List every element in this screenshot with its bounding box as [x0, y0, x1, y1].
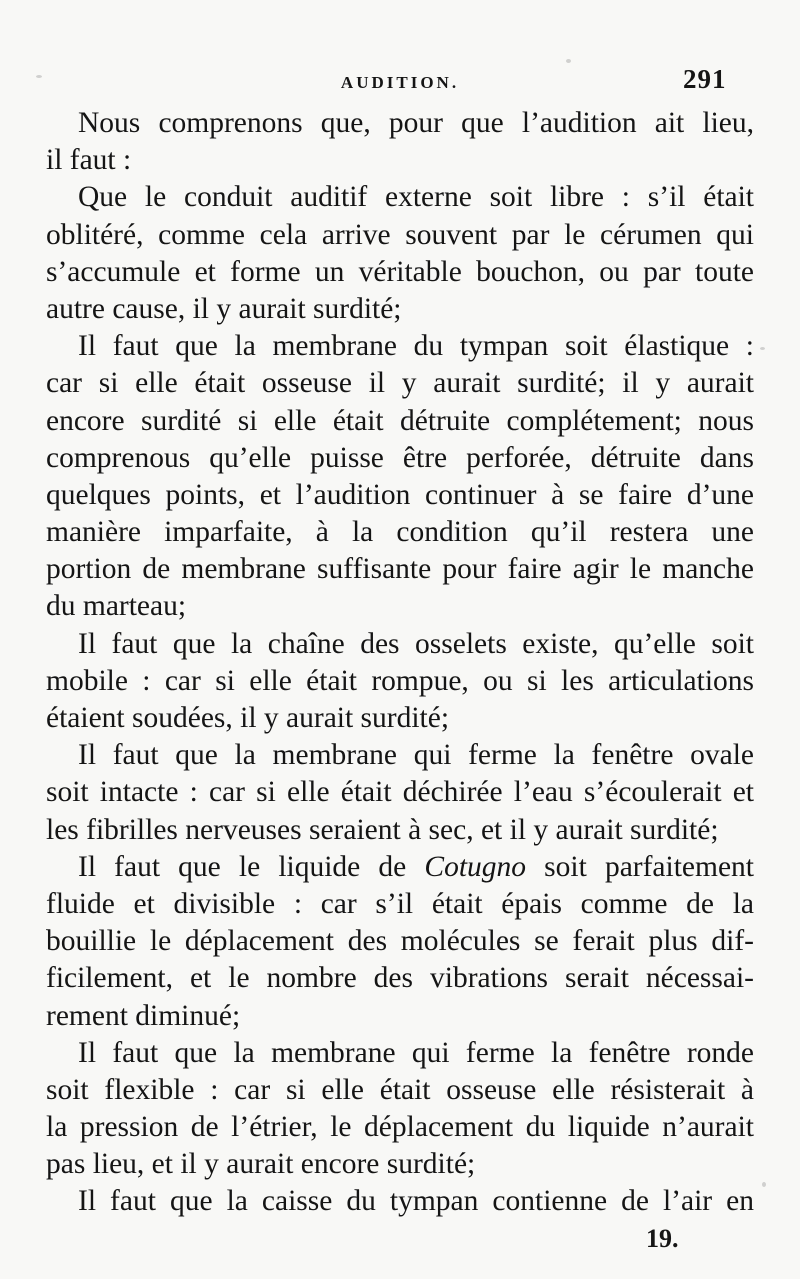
running-title: AUDITION. — [340, 73, 460, 92]
text-segment: soit parfaitement — [526, 850, 754, 883]
text-segment: Que le conduit auditif externe soit libre : s’il était — [78, 181, 754, 214]
text-line — [46, 588, 754, 625]
signature-mark: 19. — [646, 1224, 679, 1253]
paper-speck — [760, 347, 765, 350]
text-segment: mobile : car si elle était rompue, ou si les articulations — [46, 664, 754, 697]
text-line — [46, 514, 754, 551]
text-line — [46, 737, 754, 774]
text-segment: rement diminué; — [46, 999, 241, 1032]
text-line — [46, 700, 754, 737]
text-segment: pas lieu, et il y aurait encore surdité; — [46, 1148, 476, 1181]
text-line — [46, 774, 754, 811]
text-segment: il faut : — [46, 144, 132, 177]
text-line — [46, 923, 754, 960]
text-line — [46, 477, 754, 514]
paper-speck — [36, 75, 42, 78]
text-segment: oblitéré, comme cela arrive souvent par le cérumen qui — [46, 218, 754, 251]
body-text — [46, 105, 754, 1221]
text-line — [46, 291, 754, 328]
text-line — [46, 849, 754, 886]
text-segment: Il faut que la membrane qui ferme la fenêtre ronde — [78, 1036, 754, 1069]
text-segment: s’accumule et forme un véritable bouchon, ou par toute — [46, 255, 754, 288]
text-line — [46, 142, 754, 179]
text-line — [46, 328, 754, 365]
text-segment: comprenous qu’elle puisse être perforée, détruite dans — [46, 441, 754, 474]
text-segment: portion de membrane suffisante pour faire agir le manche — [46, 553, 754, 586]
text-segment: manière imparfaite, à la condition qu’il restera une — [46, 516, 754, 549]
text-segment: Il faut que la chaîne des osselets existe, qu’elle soit — [78, 627, 754, 660]
text-line — [46, 551, 754, 588]
text-segment: Il faut que la caisse du tympan contienne de l’air en — [78, 1185, 754, 1218]
text-line — [46, 663, 754, 700]
text-segment: car si elle était osseuse il y aurait surdité; il y aurait — [46, 367, 754, 400]
text-segment: la pression de l’étrier, le déplacement du liquide n’aurait — [46, 1111, 754, 1144]
text-line — [46, 1183, 754, 1220]
text-line — [46, 105, 754, 142]
text-segment: fluide et divisible : car s’il était épais comme de la — [46, 887, 754, 920]
text-segment: soit flexible : car si elle était osseuse elle résisterait à — [46, 1073, 754, 1106]
text-line — [46, 365, 754, 402]
text-line — [46, 1109, 754, 1146]
text-segment: ficilement, et le nombre des vibrations serait nécessai- — [46, 962, 754, 995]
text-segment: encore surdité si elle était détruite complétement; nous — [46, 404, 754, 437]
paper-speck — [566, 59, 571, 63]
text-segment: soit intacte : car si elle était déchirée l’eau s’écoulerait et — [46, 776, 754, 809]
text-line — [46, 886, 754, 923]
text-line — [46, 1072, 754, 1109]
text-segment: autre cause, il y aurait surdité; — [46, 292, 402, 325]
text-line — [46, 254, 754, 291]
text-line — [46, 179, 754, 216]
text-segment: étaient soudées, il y aurait surdité; — [46, 702, 450, 734]
text-line — [46, 217, 754, 254]
text-line — [46, 1035, 754, 1072]
text-segment: les fibrilles nerveuses seraient à sec, et il y aurait surdité; — [46, 813, 719, 846]
paper-speck — [762, 1182, 766, 1187]
text-line — [46, 626, 754, 663]
text-line — [46, 998, 754, 1035]
italic-text: Cotugno — [424, 850, 527, 883]
text-segment: Il faut que la membrane du tympan soit élastique : — [78, 330, 754, 363]
text-segment: Il faut que le liquide de — [78, 850, 425, 883]
text-line — [46, 440, 754, 477]
text-line — [46, 812, 754, 849]
page-number: 291 — [683, 64, 727, 94]
text-line — [46, 403, 754, 440]
text-segment: quelques points, et l’audition continuer à se faire d’une — [46, 478, 754, 511]
text-line — [46, 1146, 754, 1183]
text-line — [46, 960, 754, 997]
text-segment: bouillie le déplacement des molécules se ferait plus dif- — [46, 925, 754, 958]
text-segment: Nous comprenons que, pour que l’audition ait lieu, — [78, 107, 754, 139]
text-segment: Il faut que la membrane qui ferme la fenêtre ovale — [78, 739, 754, 772]
text-segment: du marteau; — [46, 590, 187, 623]
